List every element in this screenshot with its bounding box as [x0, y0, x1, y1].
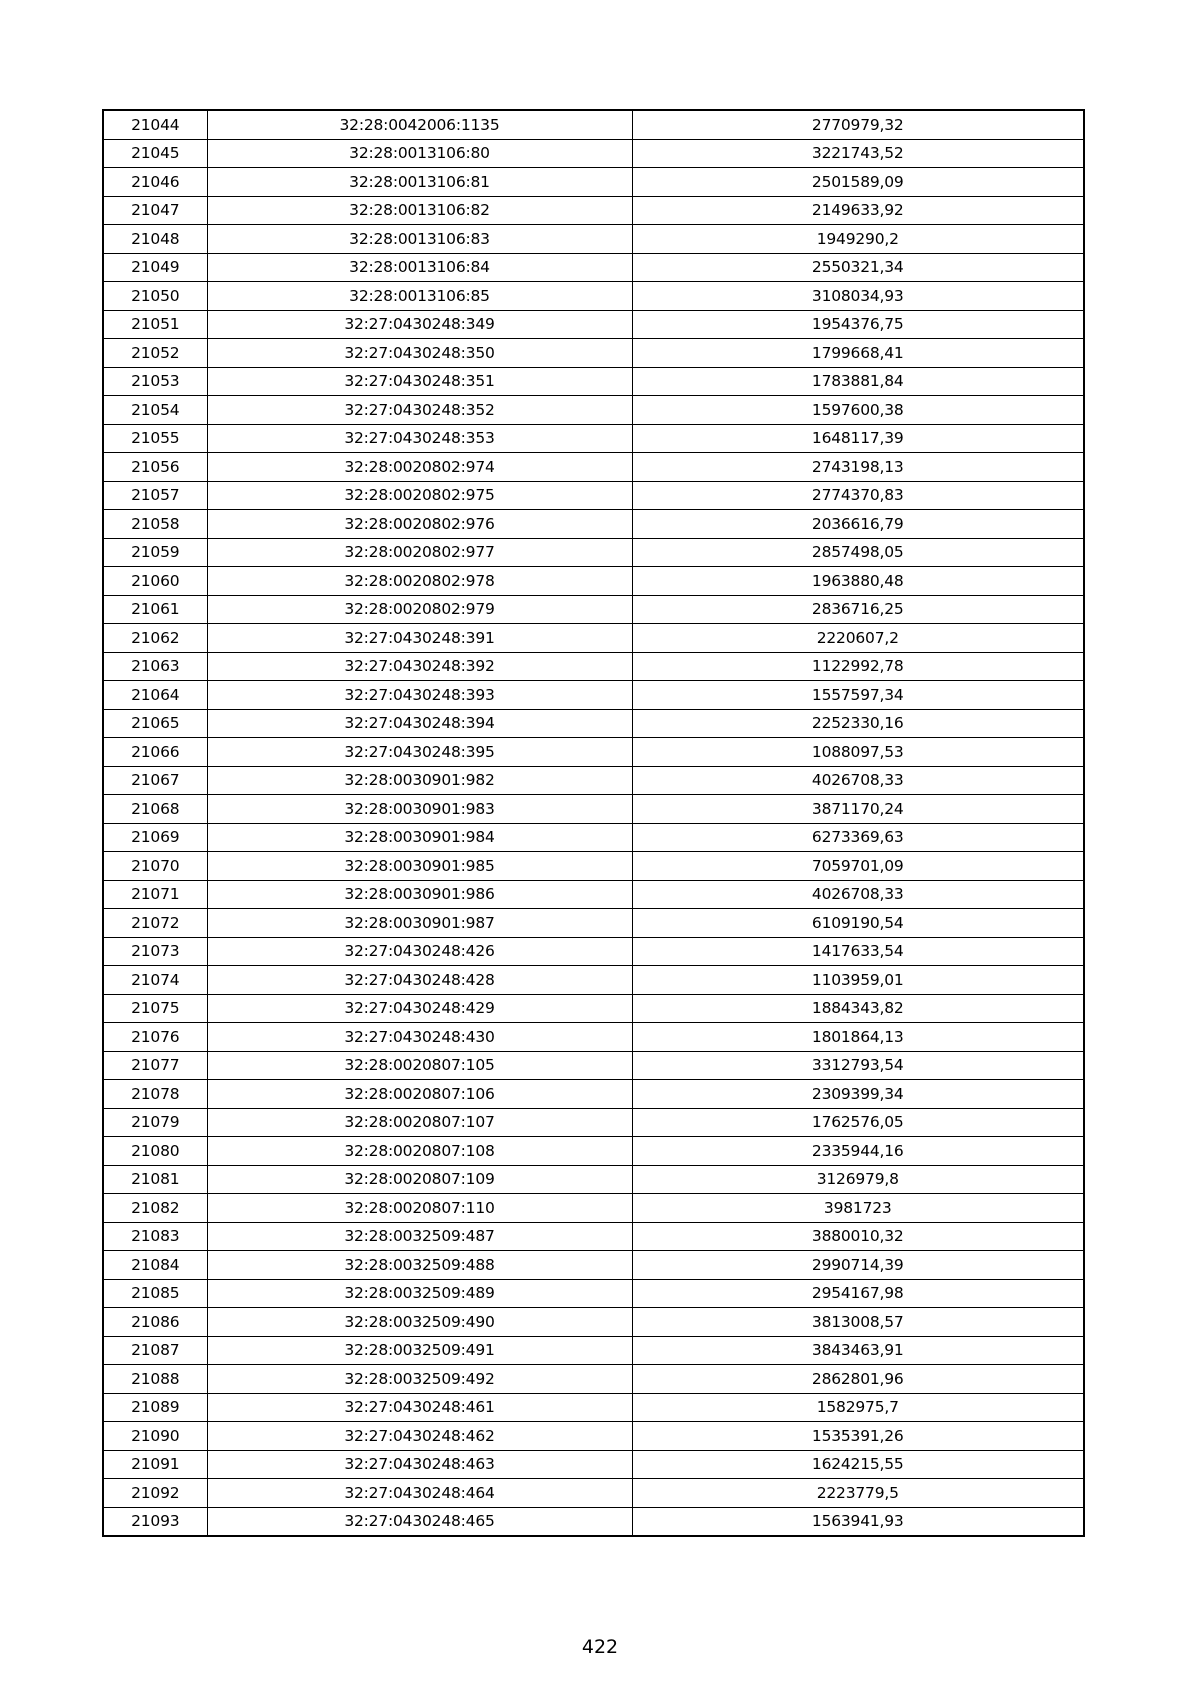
row-number-cell: 21088 — [103, 1365, 207, 1394]
cadastral-value-cell: 2223779,5 — [632, 1479, 1084, 1508]
cadastral-number-cell: 32:28:0020807:105 — [207, 1051, 632, 1080]
row-number-cell: 21083 — [103, 1222, 207, 1251]
cadastral-value-cell: 4026708,33 — [632, 880, 1084, 909]
cadastral-value-cell: 3312793,54 — [632, 1051, 1084, 1080]
row-number-cell: 21059 — [103, 538, 207, 567]
row-number-cell: 21074 — [103, 966, 207, 995]
cadastral-value-cell: 4026708,33 — [632, 766, 1084, 795]
table-row — [103, 282, 1084, 311]
cadastral-number-cell: 32:27:0430248:428 — [207, 966, 632, 995]
cadastral-number-cell: 32:28:0030901:986 — [207, 880, 632, 909]
cadastral-number-cell: 32:28:0032509:490 — [207, 1308, 632, 1337]
row-number-cell: 21062 — [103, 624, 207, 653]
row-number-cell: 21091 — [103, 1450, 207, 1479]
cadastral-value-cell: 1799668,41 — [632, 339, 1084, 368]
cadastral-value-cell: 3880010,32 — [632, 1222, 1084, 1251]
row-number-cell: 21087 — [103, 1336, 207, 1365]
cadastral-value-cell: 6273369,63 — [632, 823, 1084, 852]
table-row — [103, 595, 1084, 624]
cadastral-value-cell: 3813008,57 — [632, 1308, 1084, 1337]
cadastral-number-cell: 32:27:0430248:465 — [207, 1507, 632, 1536]
cadastral-number-cell: 32:27:0430248:394 — [207, 709, 632, 738]
cadastral-number-cell: 32:28:0020802:979 — [207, 595, 632, 624]
table-row — [103, 1222, 1084, 1251]
cadastral-value-cell: 2335944,16 — [632, 1137, 1084, 1166]
cadastral-value-cell: 1954376,75 — [632, 310, 1084, 339]
cadastral-value-cell: 1648117,39 — [632, 424, 1084, 453]
cadastral-number-cell: 32:28:0030901:985 — [207, 852, 632, 881]
cadastral-number-cell: 32:28:0013106:85 — [207, 282, 632, 311]
row-number-cell: 21086 — [103, 1308, 207, 1337]
table-row — [103, 1080, 1084, 1109]
cadastral-value-cell: 1949290,2 — [632, 225, 1084, 254]
cadastral-number-cell: 32:28:0032509:491 — [207, 1336, 632, 1365]
table-row — [103, 1393, 1084, 1422]
cadastral-value-cell: 1762576,05 — [632, 1108, 1084, 1137]
row-number-cell: 21084 — [103, 1251, 207, 1280]
row-number-cell: 21050 — [103, 282, 207, 311]
table-row — [103, 424, 1084, 453]
cadastral-value-cell: 1563941,93 — [632, 1507, 1084, 1536]
cadastral-value-cell: 2862801,96 — [632, 1365, 1084, 1394]
table-row — [103, 481, 1084, 510]
cadastral-value-cell: 2550321,34 — [632, 253, 1084, 282]
cadastral-number-cell: 32:28:0020807:106 — [207, 1080, 632, 1109]
table-row — [103, 624, 1084, 653]
cadastral-number-cell: 32:28:0020802:978 — [207, 567, 632, 596]
table-row — [103, 1450, 1084, 1479]
table-row — [103, 994, 1084, 1023]
table-row — [103, 1137, 1084, 1166]
cadastral-number-cell: 32:27:0430248:353 — [207, 424, 632, 453]
cadastral-value-cell: 3108034,93 — [632, 282, 1084, 311]
cadastral-value-cell: 1557597,34 — [632, 681, 1084, 710]
row-number-cell: 21045 — [103, 139, 207, 168]
cadastral-value-cell: 1801864,13 — [632, 1023, 1084, 1052]
cadastral-value-cell: 1884343,82 — [632, 994, 1084, 1023]
cadastral-number-cell: 32:27:0430248:426 — [207, 937, 632, 966]
cadastral-number-cell: 32:28:0013106:84 — [207, 253, 632, 282]
cadastral-number-cell: 32:27:0430248:351 — [207, 367, 632, 396]
cadastral-number-cell: 32:28:0032509:492 — [207, 1365, 632, 1394]
cadastral-value-cell: 1417633,54 — [632, 937, 1084, 966]
cadastral-value-cell: 2149633,92 — [632, 196, 1084, 225]
row-number-cell: 21058 — [103, 510, 207, 539]
cadastral-number-cell: 32:28:0020807:109 — [207, 1165, 632, 1194]
row-number-cell: 21080 — [103, 1137, 207, 1166]
row-number-cell: 21067 — [103, 766, 207, 795]
row-number-cell: 21077 — [103, 1051, 207, 1080]
cadastral-value-cell: 1597600,38 — [632, 396, 1084, 425]
table-row — [103, 766, 1084, 795]
cadastral-number-cell: 32:28:0020802:975 — [207, 481, 632, 510]
row-number-cell: 21078 — [103, 1080, 207, 1109]
table-row — [103, 652, 1084, 681]
cadastral-value-cell: 2220607,2 — [632, 624, 1084, 653]
table-row — [103, 823, 1084, 852]
cadastral-value-cell: 1783881,84 — [632, 367, 1084, 396]
table-row — [103, 1051, 1084, 1080]
table-row — [103, 1422, 1084, 1451]
table-row — [103, 1479, 1084, 1508]
cadastral-number-cell: 32:28:0030901:982 — [207, 766, 632, 795]
row-number-cell: 21056 — [103, 453, 207, 482]
cadastral-value-cell: 2252330,16 — [632, 709, 1084, 738]
cadastral-number-cell: 32:28:0020802:976 — [207, 510, 632, 539]
row-number-cell: 21057 — [103, 481, 207, 510]
cadastral-number-cell: 32:28:0020807:108 — [207, 1137, 632, 1166]
table-row — [103, 966, 1084, 995]
cadastral-number-cell: 32:28:0030901:987 — [207, 909, 632, 938]
row-number-cell: 21061 — [103, 595, 207, 624]
cadastral-value-cell: 3843463,91 — [632, 1336, 1084, 1365]
row-number-cell: 21066 — [103, 738, 207, 767]
cadastral-number-cell: 32:27:0430248:395 — [207, 738, 632, 767]
row-number-cell: 21060 — [103, 567, 207, 596]
cadastral-number-cell: 32:27:0430248:352 — [207, 396, 632, 425]
cadastral-number-cell: 32:28:0020807:107 — [207, 1108, 632, 1137]
row-number-cell: 21063 — [103, 652, 207, 681]
cadastral-number-cell: 32:27:0430248:464 — [207, 1479, 632, 1508]
cadastral-value-cell: 2036616,79 — [632, 510, 1084, 539]
row-number-cell: 21073 — [103, 937, 207, 966]
row-number-cell: 21049 — [103, 253, 207, 282]
cadastral-value-cell: 2309399,34 — [632, 1080, 1084, 1109]
cadastral-value-cell: 2857498,05 — [632, 538, 1084, 567]
cadastral-value-cell: 3871170,24 — [632, 795, 1084, 824]
cadastral-number-cell: 32:27:0430248:350 — [207, 339, 632, 368]
row-number-cell: 21069 — [103, 823, 207, 852]
row-number-cell: 21079 — [103, 1108, 207, 1137]
cadastral-number-cell: 32:27:0430248:463 — [207, 1450, 632, 1479]
cadastral-number-cell: 32:28:0032509:489 — [207, 1279, 632, 1308]
row-number-cell: 21071 — [103, 880, 207, 909]
table-row — [103, 339, 1084, 368]
table-row — [103, 253, 1084, 282]
table-row — [103, 225, 1084, 254]
table-row — [103, 1308, 1084, 1337]
cadastral-value-cell: 6109190,54 — [632, 909, 1084, 938]
cadastral-number-cell: 32:28:0042006:1135 — [207, 110, 632, 139]
table-row — [103, 110, 1084, 139]
table-row — [103, 738, 1084, 767]
cadastral-value-cell: 1582975,7 — [632, 1393, 1084, 1422]
cadastral-value-cell: 1122992,78 — [632, 652, 1084, 681]
table-row — [103, 1165, 1084, 1194]
row-number-cell: 21090 — [103, 1422, 207, 1451]
row-number-cell: 21055 — [103, 424, 207, 453]
table-row — [103, 567, 1084, 596]
table-row — [103, 1365, 1084, 1394]
cadastral-value-cell: 1624215,55 — [632, 1450, 1084, 1479]
cadastral-number-cell: 32:28:0032509:488 — [207, 1251, 632, 1280]
table-body — [103, 110, 1084, 1536]
page-number: 422 — [581, 1636, 619, 1658]
cadastral-value-cell: 2501589,09 — [632, 168, 1084, 197]
cadastral-number-cell: 32:28:0030901:984 — [207, 823, 632, 852]
cadastral-number-cell: 32:28:0032509:487 — [207, 1222, 632, 1251]
row-number-cell: 21051 — [103, 310, 207, 339]
cadastral-number-cell: 32:28:0013106:82 — [207, 196, 632, 225]
cadastral-number-cell: 32:27:0430248:462 — [207, 1422, 632, 1451]
cadastral-value-cell: 1088097,53 — [632, 738, 1084, 767]
cadastral-value-cell: 2770979,32 — [632, 110, 1084, 139]
row-number-cell: 21068 — [103, 795, 207, 824]
cadastral-number-cell: 32:28:0020807:110 — [207, 1194, 632, 1223]
table-row — [103, 310, 1084, 339]
row-number-cell: 21065 — [103, 709, 207, 738]
cadastral-number-cell: 32:27:0430248:461 — [207, 1393, 632, 1422]
cadastral-number-cell: 32:28:0013106:81 — [207, 168, 632, 197]
row-number-cell: 21044 — [103, 110, 207, 139]
cadastral-number-cell: 32:27:0430248:430 — [207, 1023, 632, 1052]
row-number-cell: 21082 — [103, 1194, 207, 1223]
cadastral-value-cell: 3221743,52 — [632, 139, 1084, 168]
cadastral-value-cell: 2954167,98 — [632, 1279, 1084, 1308]
table-row — [103, 1194, 1084, 1223]
table-row — [103, 453, 1084, 482]
row-number-cell: 21054 — [103, 396, 207, 425]
cadastral-number-cell: 32:28:0020802:977 — [207, 538, 632, 567]
row-number-cell: 21093 — [103, 1507, 207, 1536]
table-row — [103, 196, 1084, 225]
table-row — [103, 1023, 1084, 1052]
table-row — [103, 1108, 1084, 1137]
table-row — [103, 168, 1084, 197]
table-row — [103, 367, 1084, 396]
row-number-cell: 21046 — [103, 168, 207, 197]
table-row — [103, 709, 1084, 738]
row-number-cell: 21072 — [103, 909, 207, 938]
row-number-cell: 21070 — [103, 852, 207, 881]
table-row — [103, 1279, 1084, 1308]
table-row — [103, 396, 1084, 425]
cadastral-number-cell: 32:27:0430248:429 — [207, 994, 632, 1023]
table-row — [103, 510, 1084, 539]
table-row — [103, 937, 1084, 966]
row-number-cell: 21092 — [103, 1479, 207, 1508]
cadastral-number-cell: 32:27:0430248:392 — [207, 652, 632, 681]
row-number-cell: 21047 — [103, 196, 207, 225]
cadastral-number-cell: 32:28:0020802:974 — [207, 453, 632, 482]
cadastral-value-cell: 2836716,25 — [632, 595, 1084, 624]
row-number-cell: 21064 — [103, 681, 207, 710]
row-number-cell: 21053 — [103, 367, 207, 396]
cadastral-number-cell: 32:28:0030901:983 — [207, 795, 632, 824]
cadastral-value-cell: 2990714,39 — [632, 1251, 1084, 1280]
row-number-cell: 21085 — [103, 1279, 207, 1308]
cadastral-value-cell: 1103959,01 — [632, 966, 1084, 995]
cadastral-value-table — [102, 109, 1085, 1537]
cadastral-value-cell: 1535391,26 — [632, 1422, 1084, 1451]
table-row — [103, 1336, 1084, 1365]
cadastral-number-cell: 32:27:0430248:391 — [207, 624, 632, 653]
cadastral-value-cell: 3981723 — [632, 1194, 1084, 1223]
table-row — [103, 139, 1084, 168]
row-number-cell: 21076 — [103, 1023, 207, 1052]
cadastral-value-cell: 2774370,83 — [632, 481, 1084, 510]
table-row — [103, 852, 1084, 881]
cadastral-number-cell: 32:27:0430248:349 — [207, 310, 632, 339]
row-number-cell: 21052 — [103, 339, 207, 368]
cadastral-number-cell: 32:28:0013106:83 — [207, 225, 632, 254]
cadastral-value-cell: 1963880,48 — [632, 567, 1084, 596]
row-number-cell: 21089 — [103, 1393, 207, 1422]
table-row — [103, 681, 1084, 710]
row-number-cell: 21048 — [103, 225, 207, 254]
table-row — [103, 880, 1084, 909]
table-row — [103, 795, 1084, 824]
table-row — [103, 1251, 1084, 1280]
table-row — [103, 909, 1084, 938]
cadastral-value-cell: 7059701,09 — [632, 852, 1084, 881]
cadastral-number-cell: 32:27:0430248:393 — [207, 681, 632, 710]
row-number-cell: 21081 — [103, 1165, 207, 1194]
row-number-cell: 21075 — [103, 994, 207, 1023]
cadastral-value-cell: 3126979,8 — [632, 1165, 1084, 1194]
cadastral-value-cell: 2743198,13 — [632, 453, 1084, 482]
cadastral-number-cell: 32:28:0013106:80 — [207, 139, 632, 168]
table-row — [103, 538, 1084, 567]
table-row — [103, 1507, 1084, 1536]
